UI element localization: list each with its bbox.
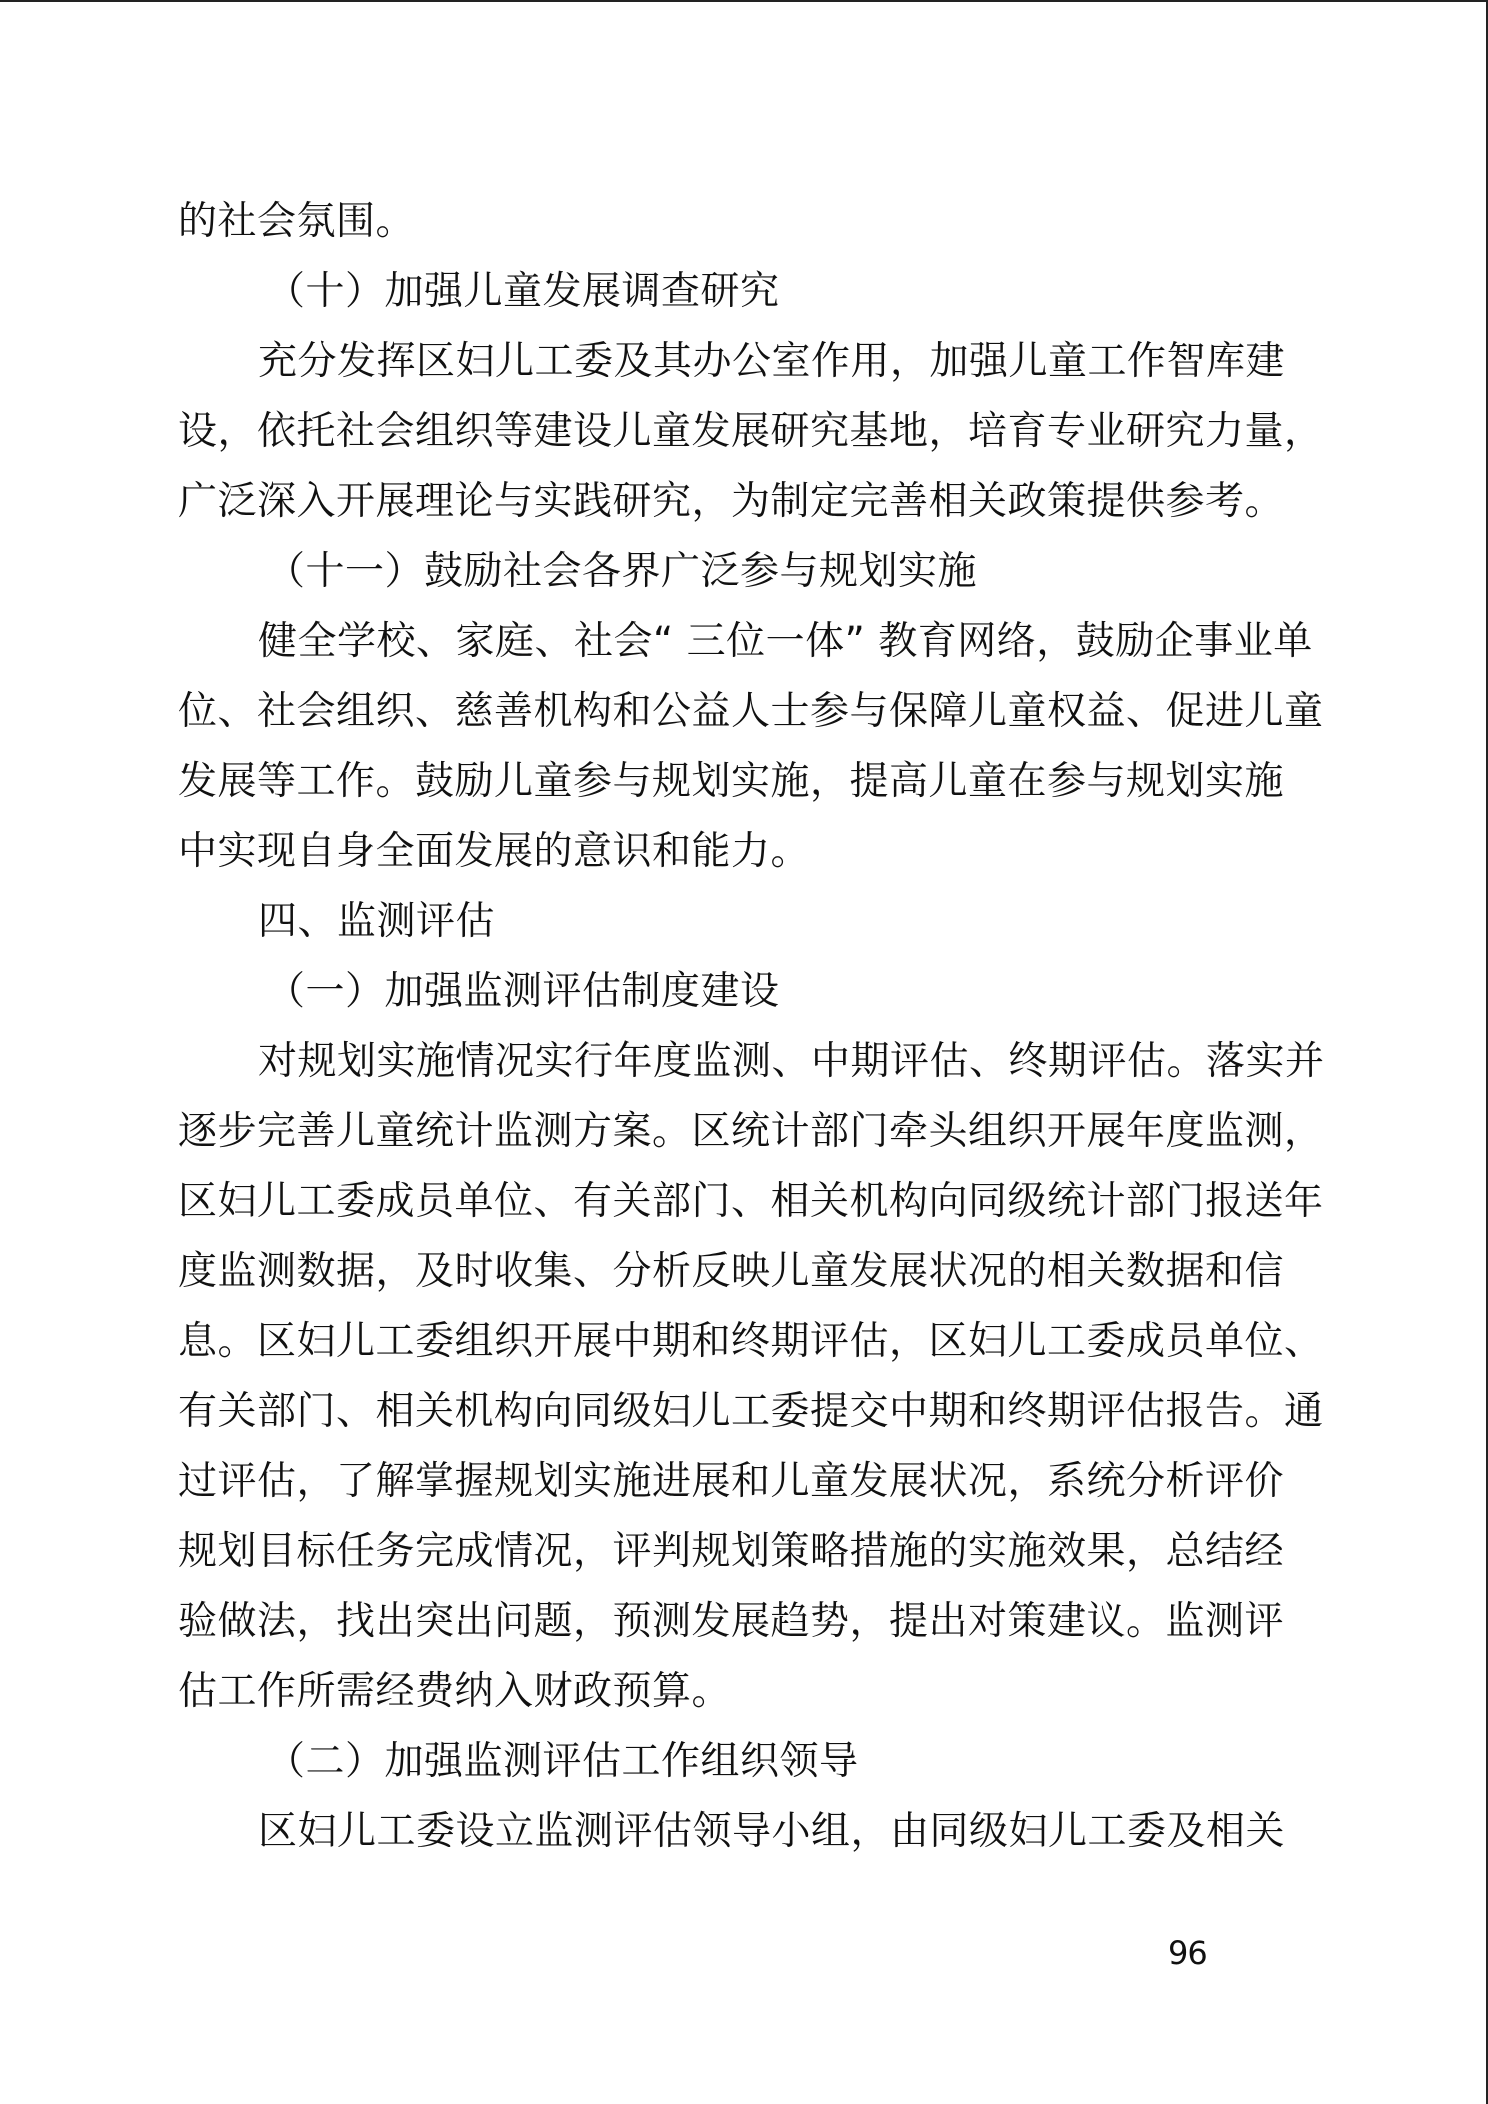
body-text-line: 验做法，找出突出问题，预测发展趋势，提出对策建议。监测评: [178, 1599, 1285, 1644]
section-heading: （二）加强监测评估工作组织领导: [266, 1739, 859, 1784]
body-text-line: 设，依托社会组织等建设儿童发展研究基地，培育专业研究力量，: [178, 409, 1324, 454]
page-number: 96: [1168, 1934, 1207, 1972]
body-text-line: 中实现自身全面发展的意识和能力。: [178, 829, 811, 874]
body-text-line: 息。区妇儿工委组织开展中期和终期评估，区妇儿工委成员单位、: [178, 1319, 1324, 1364]
body-text-line: 度监测数据，及时收集、分析反映儿童发展状况的相关数据和信: [178, 1249, 1285, 1294]
body-text-line: 有关部门、相关机构向同级妇儿工委提交中期和终期评估报告。通: [178, 1389, 1324, 1434]
section-heading: （十）加强儿童发展调查研究: [266, 269, 780, 314]
body-text-line: 广泛深入开展理论与实践研究，为制定完善相关政策提供参考。: [178, 479, 1285, 524]
body-text-line: 位、社会组织、慈善机构和公益人士参与保障儿童权益、促进儿童: [178, 689, 1324, 734]
body-text-line: 充分发挥区妇儿工委及其办公室作用，加强儿童工作智库建: [258, 339, 1286, 384]
body-text-line: 逐步完善儿童统计监测方案。区统计部门牵头组织开展年度监测，: [178, 1109, 1324, 1154]
body-text-line: 的社会氛围。: [178, 199, 416, 244]
body-text-line: 健全学校、家庭、社会“ 三位一体” 教育网络，鼓励企事业单: [258, 619, 1313, 664]
top-border: [0, 0, 1488, 2]
body-text-line: 区妇儿工委成员单位、有关部门、相关机构向同级统计部门报送年: [178, 1179, 1324, 1224]
body-text-line: 过评估，了解掌握规划实施进展和儿童发展状况，系统分析评价: [178, 1459, 1285, 1504]
body-text-line: 对规划实施情况实行年度监测、中期评估、终期评估。落实并: [258, 1039, 1325, 1084]
body-text-line: 发展等工作。鼓励儿童参与规划实施，提高儿童在参与规划实施: [178, 759, 1285, 804]
body-text-line: 估工作所需经费纳入财政预算。: [178, 1669, 732, 1714]
section-heading: （一）加强监测评估制度建设: [266, 969, 780, 1014]
body-text-line: 规划目标任务完成情况，评判规划策略措施的实施效果，总结经: [178, 1529, 1285, 1574]
body-text-line: 区妇儿工委设立监测评估领导小组，由同级妇儿工委及相关: [258, 1809, 1286, 1854]
chapter-heading: 四、监测评估: [258, 899, 496, 944]
section-heading: （十一）鼓励社会各界广泛参与规划实施: [266, 549, 978, 594]
